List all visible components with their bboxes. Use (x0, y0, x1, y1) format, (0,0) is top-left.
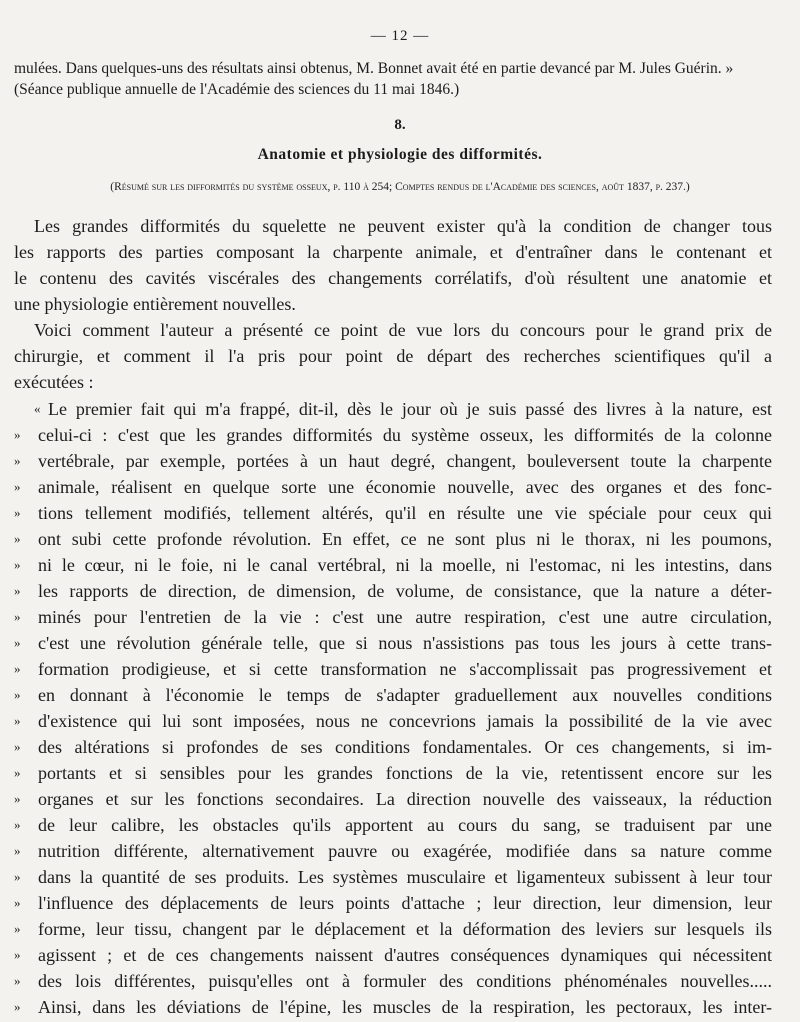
paragraph-1-line: Les grandes difformités du squelette ne peuvent exister qu'à la condition de changer tous (34, 216, 772, 236)
quote-mark: » (14, 947, 21, 962)
quote-line: vertébrale, par exemple, portées à un haut degré, changent, bouleversent toute la charpente (38, 451, 772, 471)
quote-line: Ainsi, dans les déviations de l'épine, les muscles de la respiration, les pectoraux, les inter- (38, 997, 772, 1017)
paragraph-2-line: chirurgie, et comment il l'a pris pour point de départ des recherches scientifiques qu'il a (14, 346, 772, 366)
paragraph-2-line: exécutées : (14, 372, 94, 392)
quote-line: portants et si sensibles pour les grandes fonctions de la vie, retentissent encore sur les (38, 763, 772, 783)
quote-mark: » (14, 635, 21, 650)
quote-line: en donnant à l'économie le temps de s'adapter graduellement aux nouvelles conditions (38, 685, 772, 705)
quote-mark: » (14, 921, 21, 936)
quote-open-mark: « (34, 401, 41, 416)
quote-mark: » (14, 817, 21, 832)
quote-line: nutrition différente, alternativement pauvre ou exagérée, modifiée dans sa nature comme (38, 841, 772, 861)
quote-mark: » (14, 843, 21, 858)
quote-mark: » (14, 583, 21, 598)
quote-line: formation prodigieuse, et si cette transformation ne s'accomplissait pas progressivement et (38, 659, 772, 679)
quote-mark: » (14, 661, 21, 676)
quote-line: Le premier fait qui m'a frappé, dit-il, dès le jour où je suis passé des livres à la nature, est (48, 399, 772, 419)
quote-line: c'est une révolution générale telle, que si nous n'assistions pas tous les jours à cette trans- (38, 633, 772, 653)
quote-mark: » (14, 557, 21, 572)
section-subtitle: (Résumé sur les difformités du système osseux, p. 110 à 254; Comptes rendus de l'Académie des sciences, août 1837, p. 237.) (110, 181, 690, 193)
intro-line-1: mulées. Dans quelques-uns des résultats ainsi obtenus, M. Bonnet avait été en partie devancé par M. Jules Guérin. » (14, 60, 734, 77)
quote-mark: » (14, 427, 21, 442)
quote-mark: » (14, 999, 21, 1014)
quote-line: ni le cœur, ni le foie, ni le canal vertébral, ni la moelle, ni l'estomac, ni les intestins, dans (38, 555, 772, 575)
quote-line: tions tellement modifiés, tellement altérés, qu'il en résulte une vie spéciale pour ceux qui (38, 503, 772, 523)
section-title: Anatomie et physiologie des difformités. (257, 146, 543, 163)
quote-line: organes et sur les fonctions secondaires. La direction nouvelle des vaisseaux, la réduction (38, 789, 772, 809)
paragraph-1-line: une physiologie entièrement nouvelles. (14, 294, 296, 314)
quote-mark: » (14, 739, 21, 754)
quote-line: les rapports de direction, de dimension, de volume, de consistance, que la nature a déter- (38, 581, 772, 601)
intro-line-2: (Séance publique annuelle de l'Académie des sciences du 11 mai 1846.) (14, 81, 460, 98)
paragraph-2-line: Voici comment l'auteur a présenté ce point de vue lors du concours pour le grand prix de (34, 320, 772, 340)
quote-line: d'existence qui lui sont imposées, nous ne concevrions jamais la possibilité de la vie avec (38, 711, 772, 731)
quote-line: animale, réalisent en quelque sorte une économie nouvelle, avec des organes et des fonc- (38, 477, 772, 497)
quote-line: forme, leur tissu, changent par le déplacement et la déformation des leviers sur lesquels ils (38, 919, 772, 939)
paragraph-1-line: le contenu des cavités viscérales des changements corrélatifs, d'où résultent une anatomie et (14, 268, 772, 288)
quote-mark: » (14, 895, 21, 910)
page-number: — 12 — (370, 28, 430, 44)
quote-line: ont subi cette profonde révolution. En effet, ce ne sont plus ni le thorax, ni les poumons, (38, 529, 772, 549)
quote-line: des altérations si profondes de ses conditions fondamentales. Or ces changements, si im- (38, 737, 772, 757)
quote-line: des lois différentes, puisqu'elles ont à formuler des conditions phénoménales nouvelles..... (38, 971, 772, 991)
quote-mark: » (14, 973, 21, 988)
quote-mark: » (14, 765, 21, 780)
quote-line: de leur calibre, les obstacles qu'ils apportent au cours du sang, se traduisent par une (38, 815, 772, 835)
paragraph-1-line: les rapports des parties composant la charpente animale, et d'entraîner dans le contenant et (14, 242, 772, 262)
quote-mark: » (14, 505, 21, 520)
quote-mark: » (14, 687, 21, 702)
section-number: 8. (394, 117, 406, 133)
quote-mark: » (14, 713, 21, 728)
quote-mark: » (14, 531, 21, 546)
quote-mark: » (14, 609, 21, 624)
quote-mark: » (14, 453, 21, 468)
quote-mark: » (14, 869, 21, 884)
quote-line: celui-ci : c'est que les grandes difformités du système osseux, les difformités de la colonne (38, 425, 772, 445)
quote-line: l'influence des déplacements de leurs points d'attache ; leur direction, leur dimension, leur (38, 893, 772, 913)
quote-line: minés pour l'entretien de la vie : c'est une autre respiration, c'est une autre circulation, (38, 607, 772, 627)
quote-line: agissent ; et de ces changements naissent d'autres conséquences dynamiques qui nécessitent (38, 945, 772, 965)
quote-line: dans la quantité de ses produits. Les systèmes musculaire et ligamenteux subissent à leur tour (38, 867, 772, 887)
quote-mark: » (14, 791, 21, 806)
quote-mark: » (14, 479, 21, 494)
